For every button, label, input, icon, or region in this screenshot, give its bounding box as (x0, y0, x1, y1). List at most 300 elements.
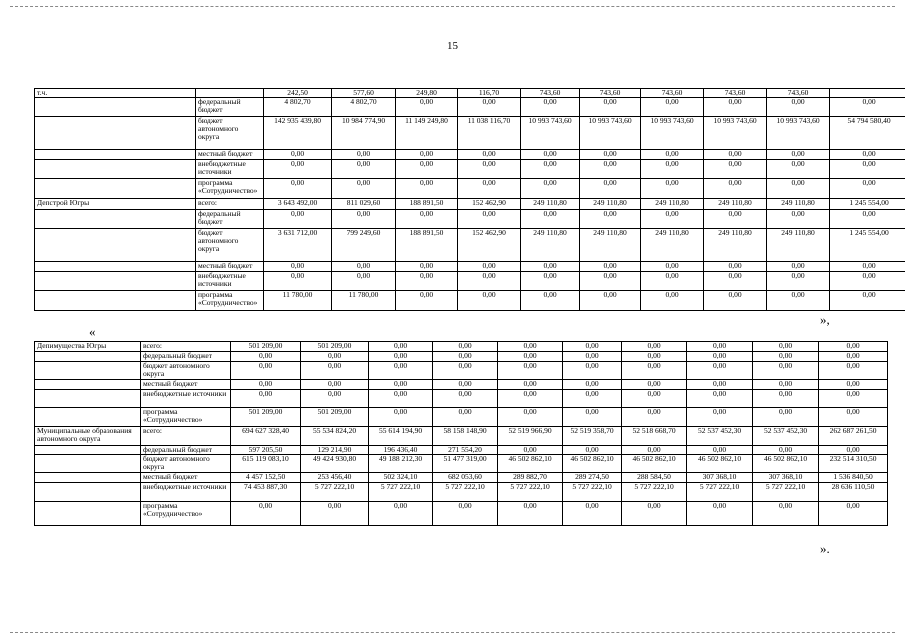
value-cell: 11 038 116,70 (458, 117, 521, 150)
table-row (35, 89, 905, 98)
value-cell: 0,00 (458, 150, 521, 160)
value-cell: 0,00 (641, 98, 704, 117)
value-cell: 0,00 (767, 150, 830, 160)
budget-table-1 (34, 88, 905, 311)
value-cell: 0,00 (231, 362, 301, 380)
value-cell: 615 119 083,10 (231, 455, 301, 473)
value-cell: 0,00 (433, 342, 498, 352)
source-label-cell: внебюджетные источники (141, 390, 231, 408)
value-cell: 0,00 (641, 291, 704, 311)
value-cell: 0,00 (580, 98, 641, 117)
org-cell: Депимущества Югры (35, 342, 141, 352)
value-cell: 0,00 (563, 342, 622, 352)
table-row (35, 446, 888, 455)
quote-close-2: ». (820, 541, 830, 556)
value-cell: 249 110,80 (767, 229, 830, 262)
value-cell: 0,00 (830, 272, 905, 291)
value-cell: 249 110,80 (521, 199, 580, 210)
value-cell: 0,00 (521, 210, 580, 229)
value-cell: 682 053,60 (433, 473, 498, 483)
table-row (35, 408, 888, 427)
value-cell: 0,00 (819, 342, 888, 352)
table-row (35, 455, 888, 473)
value-cell: 0,00 (687, 342, 753, 352)
value-cell: 577,60 (332, 89, 396, 98)
value-cell: 0,00 (641, 210, 704, 229)
value-cell: 0,00 (231, 390, 301, 408)
org-cell (35, 380, 141, 390)
value-cell: 0,00 (687, 362, 753, 380)
value-cell: 3 631 712,00 (264, 229, 332, 262)
value-cell: 0,00 (458, 291, 521, 311)
value-cell: 0,00 (396, 262, 458, 272)
value-cell: 799 249,60 (332, 229, 396, 262)
value-cell: 0,00 (819, 362, 888, 380)
value-cell: 249 110,80 (521, 229, 580, 262)
quote-close-1: », (820, 312, 830, 327)
source-label-cell: местный бюджет (141, 380, 231, 390)
org-cell: Муниципальные образования автономного округа (35, 427, 141, 446)
value-cell: 0,00 (580, 262, 641, 272)
value-cell: 0,00 (369, 352, 433, 362)
value-cell: 74 453 887,30 (231, 483, 301, 502)
value-cell: 0,00 (396, 150, 458, 160)
value-cell: 0,00 (264, 262, 332, 272)
value-cell: 249 110,80 (641, 229, 704, 262)
value-cell: 0,00 (753, 408, 819, 427)
value-cell: 0,00 (433, 390, 498, 408)
value-cell: 0,00 (687, 380, 753, 390)
value-cell: 0,00 (819, 380, 888, 390)
value-cell: 5 727 222,10 (369, 483, 433, 502)
value-cell: 0,00 (332, 160, 396, 179)
org-cell (35, 229, 196, 262)
value-cell: 54 794 580,40 (830, 117, 905, 150)
source-label-cell: бюджет автономного округа (141, 362, 231, 380)
value-cell: 0,00 (687, 352, 753, 362)
value-cell: 0,00 (830, 210, 905, 229)
value-cell: 0,00 (433, 502, 498, 526)
value-cell: 0,00 (458, 262, 521, 272)
value-cell: 129 214,90 (301, 446, 369, 455)
table-row (35, 210, 905, 229)
value-cell: 46 502 862,10 (563, 455, 622, 473)
value-cell: 262 687 261,50 (819, 427, 888, 446)
value-cell: 49 188 212,30 (369, 455, 433, 473)
value-cell: 502 324,10 (369, 473, 433, 483)
value-cell: 0,00 (521, 179, 580, 199)
source-label-cell: федеральный бюджет (196, 98, 264, 117)
value-cell: 188 891,50 (396, 229, 458, 262)
value-cell: 0,00 (753, 342, 819, 352)
value-cell: 52 519 358,70 (563, 427, 622, 446)
value-cell: 10 993 743,60 (580, 117, 641, 150)
value-cell: 0,00 (231, 352, 301, 362)
value-cell: 249 110,80 (704, 199, 767, 210)
value-cell: 0,00 (563, 362, 622, 380)
org-cell (35, 160, 196, 179)
value-cell: 10 993 743,60 (767, 117, 830, 150)
value-cell: 0,00 (521, 262, 580, 272)
value-cell: 0,00 (704, 98, 767, 117)
org-cell (35, 390, 141, 408)
value-cell: 0,00 (498, 446, 563, 455)
value-cell: 10 993 743,60 (704, 117, 767, 150)
value-cell: 0,00 (301, 502, 369, 526)
value-cell: 4 457 152,50 (231, 473, 301, 483)
value-cell: 249 110,80 (641, 199, 704, 210)
budget-table-1-body (35, 89, 905, 311)
table-row (35, 483, 888, 502)
org-cell (35, 98, 196, 117)
value-cell: 0,00 (231, 380, 301, 390)
value-cell: 501 209,00 (231, 408, 301, 427)
quote-open: « (89, 324, 96, 339)
value-cell: 49 424 930,80 (301, 455, 369, 473)
value-cell: 288 584,50 (622, 473, 687, 483)
value-cell: 0,00 (704, 210, 767, 229)
value-cell: 0,00 (433, 352, 498, 362)
source-label-cell: всего: (141, 427, 231, 446)
value-cell: 0,00 (498, 502, 563, 526)
value-cell: 51 477 319,00 (433, 455, 498, 473)
value-cell: 0,00 (301, 390, 369, 408)
table-row (35, 262, 905, 272)
scan-edge-bottom (10, 632, 895, 633)
value-cell: 0,00 (687, 446, 753, 455)
value-cell: 0,00 (521, 272, 580, 291)
org-cell (35, 446, 141, 455)
source-label-cell: бюджет автономного округа (141, 455, 231, 473)
value-cell: 0,00 (580, 210, 641, 229)
value-cell: 0,00 (301, 362, 369, 380)
page-number: 15 (447, 40, 458, 52)
value-cell: 0,00 (819, 390, 888, 408)
value-cell: 0,00 (580, 179, 641, 199)
value-cell: 5 727 222,10 (622, 483, 687, 502)
source-label-cell: программа «Сотрудничество» (141, 408, 231, 427)
value-cell: 52 537 452,30 (687, 427, 753, 446)
value-cell (830, 89, 905, 98)
value-cell: 0,00 (753, 446, 819, 455)
value-cell: 5 727 222,10 (687, 483, 753, 502)
value-cell: 271 554,20 (433, 446, 498, 455)
value-cell: 0,00 (622, 342, 687, 352)
source-label-cell: бюджет автономного округа (196, 229, 264, 262)
value-cell: 0,00 (369, 362, 433, 380)
value-cell: 0,00 (641, 262, 704, 272)
value-cell: 0,00 (458, 210, 521, 229)
value-cell: 0,00 (622, 352, 687, 362)
value-cell: 1 245 554,00 (830, 199, 905, 210)
value-cell: 0,00 (753, 362, 819, 380)
value-cell: 0,00 (830, 262, 905, 272)
value-cell: 0,00 (521, 150, 580, 160)
source-label-cell: программа «Сотрудничество» (196, 179, 264, 199)
value-cell: 0,00 (767, 272, 830, 291)
value-cell: 5 727 222,10 (301, 483, 369, 502)
value-cell: 0,00 (704, 262, 767, 272)
value-cell: 0,00 (767, 262, 830, 272)
org-cell: т.ч. (35, 89, 196, 98)
value-cell: 46 502 862,10 (622, 455, 687, 473)
value-cell: 0,00 (819, 352, 888, 362)
value-cell: 46 502 862,10 (687, 455, 753, 473)
org-cell (35, 291, 196, 311)
value-cell: 0,00 (433, 408, 498, 427)
value-cell: 0,00 (332, 262, 396, 272)
value-cell: 0,00 (819, 502, 888, 526)
table-row (35, 150, 905, 160)
org-cell (35, 362, 141, 380)
value-cell: 46 502 862,10 (753, 455, 819, 473)
value-cell: 11 780,00 (332, 291, 396, 311)
value-cell: 0,00 (498, 362, 563, 380)
value-cell: 5 727 222,10 (433, 483, 498, 502)
source-label-cell: внебюджетные источники (196, 272, 264, 291)
value-cell: 1 536 840,50 (819, 473, 888, 483)
value-cell: 0,00 (396, 179, 458, 199)
value-cell: 0,00 (521, 291, 580, 311)
value-cell: 10 993 743,60 (521, 117, 580, 150)
value-cell: 0,00 (458, 272, 521, 291)
value-cell: 0,00 (580, 272, 641, 291)
value-cell: 0,00 (301, 380, 369, 390)
table-row (35, 502, 888, 526)
value-cell: 0,00 (369, 502, 433, 526)
value-cell: 501 209,00 (231, 342, 301, 352)
value-cell: 0,00 (704, 291, 767, 311)
value-cell: 307 368,10 (687, 473, 753, 483)
value-cell: 0,00 (498, 352, 563, 362)
table-row (35, 199, 905, 210)
value-cell: 55 534 824,20 (301, 427, 369, 446)
value-cell: 4 802,70 (264, 98, 332, 117)
value-cell: 289 882,70 (498, 473, 563, 483)
value-cell: 0,00 (580, 150, 641, 160)
value-cell: 249 110,80 (580, 229, 641, 262)
table-row (35, 179, 905, 199)
value-cell: 55 614 194,90 (369, 427, 433, 446)
value-cell: 0,00 (830, 179, 905, 199)
value-cell: 58 158 148,90 (433, 427, 498, 446)
value-cell: 0,00 (264, 210, 332, 229)
value-cell: 0,00 (396, 272, 458, 291)
value-cell: 0,00 (369, 390, 433, 408)
value-cell: 0,00 (767, 160, 830, 179)
source-label-cell (196, 89, 264, 98)
value-cell: 0,00 (641, 150, 704, 160)
value-cell: 0,00 (753, 352, 819, 362)
value-cell: 0,00 (369, 380, 433, 390)
value-cell: 0,00 (433, 362, 498, 380)
value-cell: 52 537 452,30 (753, 427, 819, 446)
value-cell: 0,00 (458, 98, 521, 117)
value-cell: 501 209,00 (301, 408, 369, 427)
value-cell: 0,00 (332, 210, 396, 229)
value-cell: 0,00 (396, 210, 458, 229)
source-label-cell: всего: (141, 342, 231, 352)
value-cell: 0,00 (830, 160, 905, 179)
value-cell: 249,80 (396, 89, 458, 98)
value-cell: 5 727 222,10 (563, 483, 622, 502)
value-cell: 0,00 (641, 160, 704, 179)
table-row (35, 229, 905, 262)
value-cell: 28 636 110,50 (819, 483, 888, 502)
source-label-cell: внебюджетные источники (141, 483, 231, 502)
value-cell: 10 993 743,60 (641, 117, 704, 150)
value-cell: 0,00 (687, 408, 753, 427)
value-cell: 0,00 (830, 98, 905, 117)
value-cell: 3 643 492,00 (264, 199, 332, 210)
value-cell: 0,00 (830, 150, 905, 160)
value-cell: 5 727 222,10 (753, 483, 819, 502)
value-cell: 249 110,80 (704, 229, 767, 262)
value-cell: 0,00 (264, 272, 332, 291)
value-cell: 152 462,90 (458, 229, 521, 262)
source-label-cell: федеральный бюджет (196, 210, 264, 229)
value-cell: 0,00 (563, 352, 622, 362)
value-cell: 249 110,80 (580, 199, 641, 210)
value-cell: 0,00 (704, 160, 767, 179)
value-cell: 0,00 (622, 380, 687, 390)
value-cell: 0,00 (369, 342, 433, 352)
scan-edge-top (10, 6, 895, 7)
value-cell: 0,00 (521, 160, 580, 179)
value-cell: 253 456,40 (301, 473, 369, 483)
value-cell: 0,00 (521, 98, 580, 117)
value-cell: 289 274,50 (563, 473, 622, 483)
value-cell: 0,00 (396, 291, 458, 311)
table-row (35, 342, 888, 352)
value-cell: 52 518 668,70 (622, 427, 687, 446)
org-cell (35, 352, 141, 362)
value-cell: 0,00 (332, 272, 396, 291)
value-cell: 0,00 (704, 272, 767, 291)
value-cell: 0,00 (580, 291, 641, 311)
value-cell: 743,60 (580, 89, 641, 98)
value-cell: 142 935 439,80 (264, 117, 332, 150)
value-cell: 743,60 (767, 89, 830, 98)
value-cell: 0,00 (641, 272, 704, 291)
value-cell: 0,00 (264, 179, 332, 199)
value-cell: 0,00 (622, 390, 687, 408)
org-cell (35, 210, 196, 229)
value-cell: 0,00 (687, 502, 753, 526)
source-label-cell: федеральный бюджет (141, 446, 231, 455)
value-cell: 0,00 (498, 380, 563, 390)
value-cell: 5 727 222,10 (498, 483, 563, 502)
value-cell: 0,00 (622, 446, 687, 455)
value-cell: 0,00 (687, 390, 753, 408)
value-cell: 10 984 774,90 (332, 117, 396, 150)
source-label-cell: местный бюджет (141, 473, 231, 483)
value-cell: 0,00 (231, 502, 301, 526)
source-label-cell: внебюджетные источники (196, 160, 264, 179)
table-row (35, 473, 888, 483)
value-cell: 0,00 (704, 179, 767, 199)
org-cell (35, 473, 141, 483)
value-cell: 0,00 (264, 160, 332, 179)
source-label-cell: всего: (196, 199, 264, 210)
table-row (35, 427, 888, 446)
value-cell: 743,60 (641, 89, 704, 98)
org-cell (35, 179, 196, 199)
value-cell: 0,00 (819, 446, 888, 455)
value-cell: 0,00 (767, 98, 830, 117)
value-cell: 0,00 (264, 150, 332, 160)
org-cell (35, 272, 196, 291)
source-label-cell: местный бюджет (196, 150, 264, 160)
table-row (35, 390, 888, 408)
value-cell: 0,00 (332, 179, 396, 199)
value-cell: 0,00 (767, 291, 830, 311)
value-cell: 1 245 554,00 (830, 229, 905, 262)
value-cell: 0,00 (563, 502, 622, 526)
value-cell: 694 627 328,40 (231, 427, 301, 446)
value-cell: 188 891,50 (396, 199, 458, 210)
value-cell: 46 502 862,10 (498, 455, 563, 473)
value-cell: 0,00 (396, 160, 458, 179)
source-label-cell: федеральный бюджет (141, 352, 231, 362)
value-cell: 0,00 (622, 502, 687, 526)
budget-table-2-body (35, 342, 888, 526)
value-cell: 0,00 (563, 408, 622, 427)
source-label-cell: местный бюджет (196, 262, 264, 272)
value-cell: 0,00 (498, 390, 563, 408)
value-cell: 0,00 (369, 408, 433, 427)
value-cell: 0,00 (622, 362, 687, 380)
value-cell: 242,50 (264, 89, 332, 98)
value-cell: 0,00 (332, 150, 396, 160)
value-cell: 0,00 (704, 150, 767, 160)
value-cell: 0,00 (830, 291, 905, 311)
value-cell: 0,00 (819, 408, 888, 427)
table-row (35, 117, 905, 150)
value-cell: 0,00 (641, 179, 704, 199)
value-cell: 0,00 (563, 380, 622, 390)
table-row (35, 160, 905, 179)
value-cell: 232 514 310,50 (819, 455, 888, 473)
value-cell: 11 149 249,80 (396, 117, 458, 150)
org-cell (35, 502, 141, 526)
table-row (35, 362, 888, 380)
value-cell: 0,00 (458, 179, 521, 199)
value-cell: 116,70 (458, 89, 521, 98)
value-cell: 0,00 (396, 98, 458, 117)
value-cell: 0,00 (498, 342, 563, 352)
org-cell (35, 483, 141, 502)
table-row (35, 272, 905, 291)
table-row (35, 352, 888, 362)
value-cell: 501 209,00 (301, 342, 369, 352)
value-cell: 4 802,70 (332, 98, 396, 117)
budget-table-2 (34, 341, 888, 526)
org-cell (35, 408, 141, 427)
table-row (35, 98, 905, 117)
org-cell (35, 117, 196, 150)
value-cell: 811 029,60 (332, 199, 396, 210)
value-cell: 307 368,10 (753, 473, 819, 483)
value-cell: 52 519 966,90 (498, 427, 563, 446)
value-cell: 597 205,50 (231, 446, 301, 455)
value-cell: 249 110,80 (767, 199, 830, 210)
value-cell: 0,00 (301, 352, 369, 362)
value-cell: 0,00 (498, 408, 563, 427)
org-cell: Депстрой Югры (35, 199, 196, 210)
table-row (35, 291, 905, 311)
source-label-cell: бюджет автономного округа (196, 117, 264, 150)
